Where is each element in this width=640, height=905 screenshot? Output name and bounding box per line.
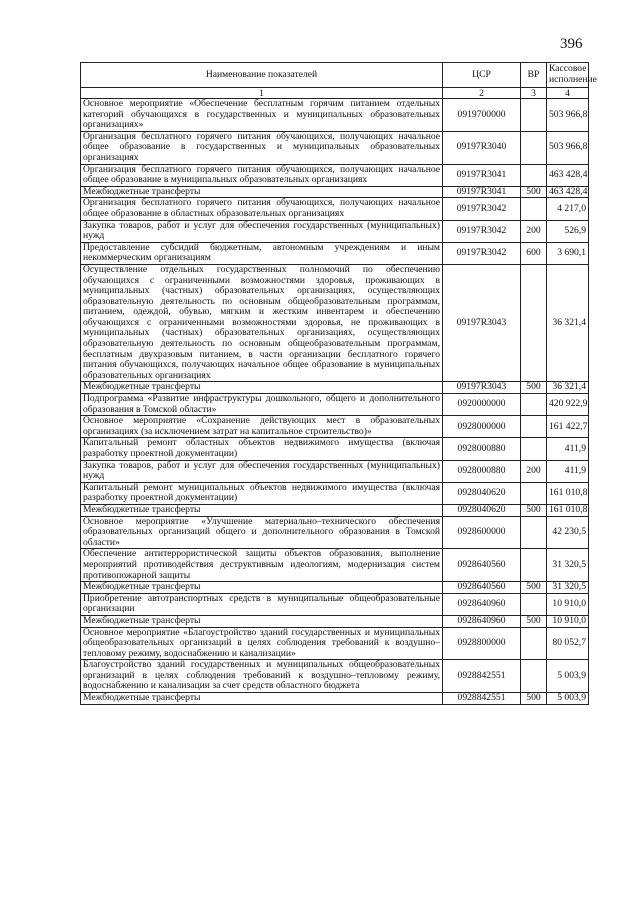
- column-number: 3: [521, 88, 547, 99]
- cell-vr: 200: [521, 460, 547, 482]
- cell-csr: 0928000880: [443, 438, 521, 460]
- table-row: [81, 593, 589, 615]
- cell-name: Капитальный ремонт областных объектов недвижимого имущества (включая разработку проектной документации): [81, 438, 443, 460]
- cell-csr: 0928842551: [443, 693, 521, 705]
- cell-csr: 0928600000: [443, 516, 521, 549]
- table-row: [81, 264, 589, 382]
- cell-vr: 500: [521, 504, 547, 516]
- cell-csr: 0928842551: [443, 660, 521, 693]
- table-row: [81, 627, 589, 660]
- cell-sum: 31 320,5: [547, 582, 589, 594]
- header-name: Наименование показателей: [81, 63, 443, 88]
- cell-sum: 5 003,9: [547, 660, 589, 693]
- cell-vr: 600: [521, 242, 547, 264]
- cell-csr: 0928800000: [443, 627, 521, 660]
- cell-name: Закупка товаров, работ и услуг для обеспечения государственных (муниципальных) нужд: [81, 460, 443, 482]
- cell-vr: [521, 198, 547, 220]
- table-row: [81, 99, 589, 132]
- cell-csr: 0928000000: [443, 416, 521, 438]
- cell-csr: 09197R3040: [443, 131, 521, 164]
- cell-sum: 161 010,8: [547, 504, 589, 516]
- cell-sum: 411,9: [547, 438, 589, 460]
- cell-name: Основное мероприятие «Улучшение материально–технического обеспечения образовательных организаций общего и дополнительного образования в Томской области»: [81, 516, 443, 549]
- cell-vr: [521, 593, 547, 615]
- cell-name: Основное мероприятие «Благоустройство зданий государственных и муниципальных общеобразовательных организаций в целях соблюдения требований к воздушно–тепловому режиму, водоснабжению и канализации»: [81, 627, 443, 660]
- cell-vr: [521, 516, 547, 549]
- header-row: [81, 63, 589, 88]
- cell-vr: [521, 660, 547, 693]
- cell-vr: [521, 394, 547, 416]
- cell-sum: 420 922,9: [547, 394, 589, 416]
- cell-name: Организация бесплатного горячего питания обучающихся, получающих начальное общее образование в муниципальных образовательных организациях: [81, 164, 443, 186]
- cell-sum: 42 230,5: [547, 516, 589, 549]
- cell-sum: 5 003,9: [547, 693, 589, 705]
- cell-name: Приобретение автотранспортных средств в муниципальные общеобразовательные организации: [81, 593, 443, 615]
- table-row: [81, 186, 589, 198]
- table-row: [81, 460, 589, 482]
- cell-csr: 09197R3043: [443, 382, 521, 394]
- column-number: 4: [547, 88, 589, 99]
- cell-vr: [521, 131, 547, 164]
- cell-vr: 200: [521, 220, 547, 242]
- cell-csr: 0928640560: [443, 582, 521, 594]
- cell-csr: 09197R3043: [443, 264, 521, 382]
- cell-name: Организация бесплатного горячего питания обучающихся, получающих начальное общее образование в областных образовательных организациях: [81, 198, 443, 220]
- table-row: [81, 382, 589, 394]
- cell-name: Благоустройство зданий государственных и муниципальных общеобразовательных организаций в целях соблюдения требований к воздушно–тепловому режиму, водоснабжению и канализации за счет средств областного бюджета: [81, 660, 443, 693]
- cell-name: Основное мероприятие «Обеспечение бесплатным горячим питанием отдельных категорий обучающихся в государственных и муниципальных образовательных организациях»: [81, 99, 443, 132]
- cell-vr: 500: [521, 582, 547, 594]
- table-body: [81, 99, 589, 705]
- cell-vr: [521, 627, 547, 660]
- cell-name: Обеспечение антитеррористической защиты объектов образования, выполнение мероприятий противодействия деструктивным идеологиям, модернизация систем противопожарной защиты: [81, 549, 443, 582]
- cell-csr: 09197R3041: [443, 164, 521, 186]
- cell-vr: [521, 482, 547, 504]
- cell-sum: 463 428,4: [547, 164, 589, 186]
- cell-csr: 0928640960: [443, 593, 521, 615]
- table-row: [81, 438, 589, 460]
- table-row: [81, 582, 589, 594]
- cell-csr: 09197R3042: [443, 220, 521, 242]
- cell-csr: 0928040620: [443, 482, 521, 504]
- table-row: [81, 549, 589, 582]
- cell-name: Межбюджетные трансферты: [81, 382, 443, 394]
- cell-csr: 09197R3042: [443, 242, 521, 264]
- cell-name: Основное мероприятие «Сохранение действующих мест в образовательных организациях (за исключением затрат на капитальное строительство)»: [81, 416, 443, 438]
- cell-sum: 463 428,4: [547, 186, 589, 198]
- cell-vr: [521, 264, 547, 382]
- cell-csr: 09197R3041: [443, 186, 521, 198]
- cell-sum: 503 966,8: [547, 131, 589, 164]
- cell-sum: 161 010,8: [547, 482, 589, 504]
- cell-name: Межбюджетные трансферты: [81, 186, 443, 198]
- cell-sum: 503 966,8: [547, 99, 589, 132]
- cell-sum: 36 321,4: [547, 382, 589, 394]
- header-vr: ВР: [521, 63, 547, 88]
- header-csr: ЦСР: [443, 63, 521, 88]
- table-row: [81, 693, 589, 705]
- cell-sum: 10 910,0: [547, 615, 589, 627]
- cell-sum: 80 052,7: [547, 627, 589, 660]
- column-number: 1: [81, 88, 443, 99]
- cell-csr: 0928640960: [443, 615, 521, 627]
- cell-vr: [521, 164, 547, 186]
- cell-vr: [521, 416, 547, 438]
- cell-csr: 0928000880: [443, 460, 521, 482]
- cell-vr: 500: [521, 186, 547, 198]
- cell-vr: 500: [521, 693, 547, 705]
- header-sum: Кассовое исполнение: [547, 63, 589, 88]
- cell-vr: [521, 99, 547, 132]
- cell-name: Организация бесплатного горячего питания обучающихся, получающих начальное общее образование в государственных и муниципальных образовательных организациях: [81, 131, 443, 164]
- cell-name: Межбюджетные трансферты: [81, 504, 443, 516]
- cell-name: Подпрограмма «Развитие инфраструктуры дошкольного, общего и дополнительного образования в Томской области»: [81, 394, 443, 416]
- cell-name: Межбюджетные трансферты: [81, 582, 443, 594]
- budget-table: [80, 62, 597, 705]
- cell-name: Осуществление отдельных государственных полномочий по обеспечению обучающихся с ограниченными возможностями здоровья, проживающих в муниципальных (частных) образовательных организациях, осуществляющих образовательную деятельность по основным общеобразовательным программам, питанием, одеждой, обувью, мягким и жестким инвентарем и обеспечению обучающихся с ограниченными возможностями здоровья, не проживающих в муниципальных (частных) образовательных организациях, осуществляющих образовательную деятельность по основным общеобразовательным программам, бесплатным двухразовым питанием, в части организации бесплатного горячего питания обучающихся, получающих начальное общее образование в муниципальных образовательных организациях: [81, 264, 443, 382]
- table-row: [81, 482, 589, 504]
- table-row: [81, 131, 589, 164]
- table-row: [81, 504, 589, 516]
- cell-sum: 31 320,5: [547, 549, 589, 582]
- cell-sum: 36 321,4: [547, 264, 589, 382]
- cell-vr: [521, 549, 547, 582]
- cell-csr: 0928640560: [443, 549, 521, 582]
- column-number-row: [81, 88, 589, 99]
- cell-vr: 500: [521, 615, 547, 627]
- cell-sum: 161 422,7: [547, 416, 589, 438]
- cell-csr: 0919700000: [443, 99, 521, 132]
- table-row: [81, 394, 589, 416]
- cell-csr: 0928040620: [443, 504, 521, 516]
- table-row: [81, 615, 589, 627]
- table-row: [81, 242, 589, 264]
- table-row: [81, 164, 589, 186]
- cell-name: Закупка товаров, работ и услуг для обеспечения государственных (муниципальных) нужд: [81, 220, 443, 242]
- cell-sum: 4 217,0: [547, 198, 589, 220]
- cell-sum: 526,9: [547, 220, 589, 242]
- column-number: 2: [443, 88, 521, 99]
- table-row: [81, 660, 589, 693]
- cell-vr: 500: [521, 382, 547, 394]
- cell-name: Предоставление субсидий бюджетным, автономным учреждениям и иным некоммерческим организациям: [81, 242, 443, 264]
- cell-name: Капитальный ремонт муниципальных объектов недвижимого имущества (включая разработку проектной документации): [81, 482, 443, 504]
- cell-sum: 3 690,1: [547, 242, 589, 264]
- cell-sum: 411,9: [547, 460, 589, 482]
- cell-vr: [521, 438, 547, 460]
- table-row: [81, 220, 589, 242]
- cell-csr: 0920000000: [443, 394, 521, 416]
- table-row: [81, 516, 589, 549]
- cell-name: Межбюджетные трансферты: [81, 693, 443, 705]
- table-row: [81, 416, 589, 438]
- page-number: 396: [560, 36, 583, 52]
- cell-sum: 10 910,0: [547, 593, 589, 615]
- table-row: [81, 198, 589, 220]
- cell-name: Межбюджетные трансферты: [81, 615, 443, 627]
- cell-csr: 09197R3042: [443, 198, 521, 220]
